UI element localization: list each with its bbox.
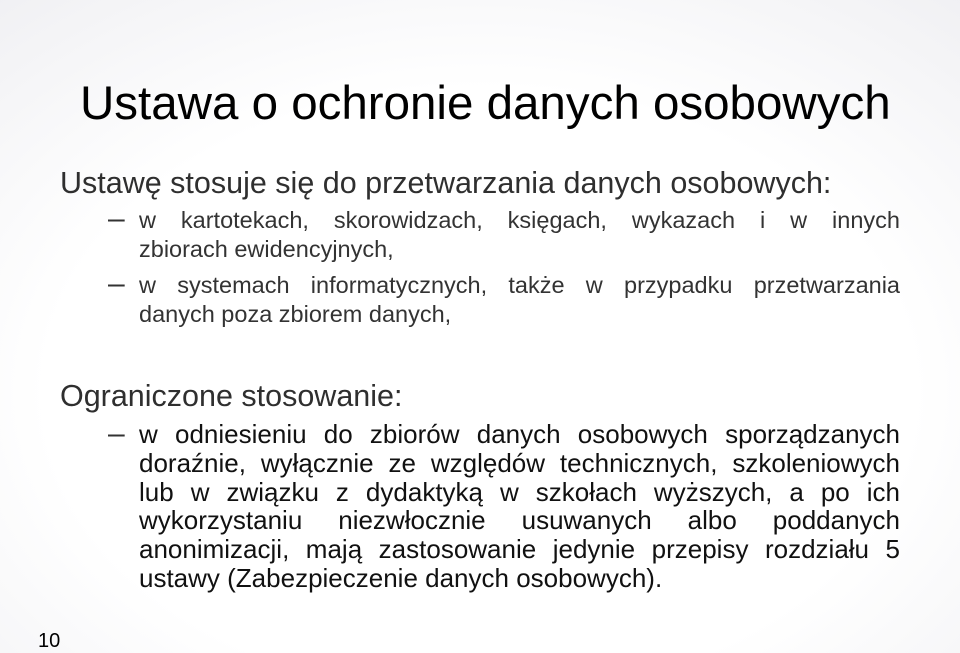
list-item [108, 417, 900, 593]
text-line: danych poza zbiorem danych, [139, 301, 452, 327]
text-line: w kartotekach, skorowidzach, księgach, wykazach i w innych [139, 207, 900, 233]
text-line: zbiorach ewidencyjnych, [139, 236, 394, 262]
dash-bullet: – [108, 202, 125, 235]
text-line: doraźnie, wyłącznie ze względów technicznych, szkoleniowych [139, 447, 900, 478]
text-line: anonimizacji, mają zastosowanie jedynie przepisy rozdziału 5 [139, 534, 900, 565]
list-item-text [139, 206, 900, 264]
dash-bullet: – [108, 267, 125, 300]
section-heading-limited: Ograniczone stosowanie: [60, 379, 403, 413]
text-line: wykorzystaniu niezwłocznie usuwanych albo poddanych [139, 505, 900, 536]
text-line: ustawy (Zabezpieczenie danych osobowych). [139, 562, 663, 593]
list-item-text [139, 420, 900, 593]
section-heading-scope: Ustawę stosuje się do przetwarzania danych osobowych: [60, 166, 832, 200]
text-line: w odniesieniu do zbiorów danych osobowych sporządzanych [139, 419, 900, 449]
text-line: w systemach informatycznych, także w przypadku przetwarzania [139, 272, 900, 298]
slide-title: Ustawa o ochronie danych osobowych [80, 77, 891, 130]
dash-bullet: – [108, 417, 125, 450]
text-line: lub w związku z dydaktyką w szkołach wyższych, a po ich [139, 476, 900, 507]
page-number: 10 [38, 630, 61, 652]
list-item [108, 267, 900, 329]
list-item-text [139, 271, 900, 329]
list-item [108, 202, 900, 264]
